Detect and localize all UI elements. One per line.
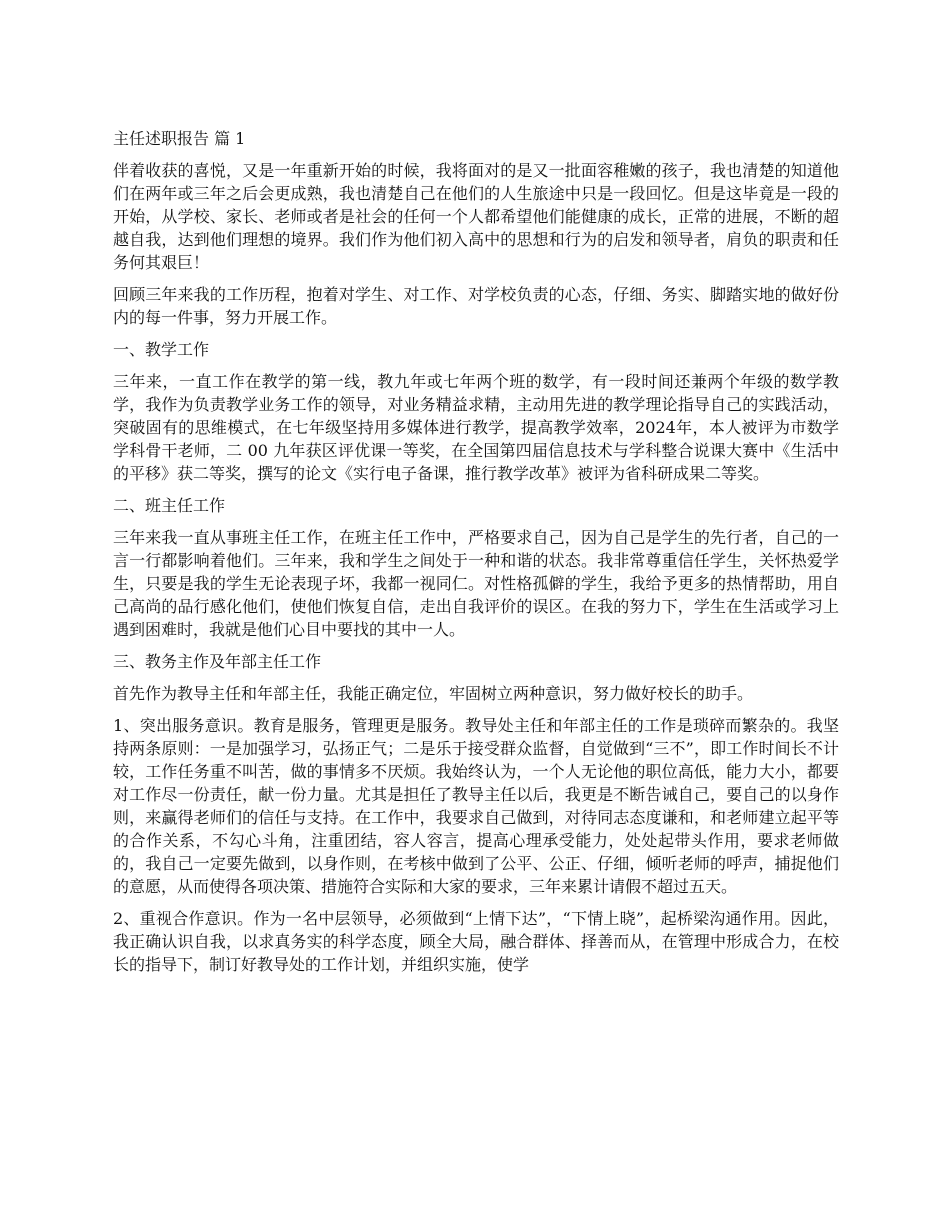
paragraph: 1、突出服务意识。教育是服务，管理更是服务。教导处主任和年部主任的工作是琐碎而繁杂的。我坚持两条原则：一是加强学习，弘扬正气；二是乐于接受群众监督，自觉做到“三不”，即工作时间长不计较，工作任务重不叫苦，做的事情多不厌烦。我始终认为，一个人无论他的职位高低，能力大小，都要对工作尽一份责任，献一份力量。尤其是担任了教导主任以后，我更是不断告诫自己，要自己的以身作则，来赢得老师们的信任与支持。在工作中，我要求自己做到，对待同志态度谦和，和老师建立起平等的合作关系，不勾心斗角，注重团结，容人容言，提高心理承受能力，处处起带头作用，要求老师做的，我自己一定要先做到，以身作则，在考核中做到了公平、公正、仔细，倾听老师的呼声，捕捉他们的意愿，从而使得各项决策、措施符合实际和大家的要求，三年来累计请假不超过五天。 [113,716,839,896]
document-title: 主任述职报告 篇 1 [113,129,246,148]
section-heading: 一、教学工作 [113,340,210,359]
paragraph: 三年来，一直工作在教学的第一线，教九年或七年两个班的数学，有一段时间还兼两个年级的数学教学，我作为负责教学业务工作的领导，对业务精益求精，主动用先进的教学理论指导自己的实践活动，突破固有的思维模式，在七年级坚持用多媒体进行教学，提高教学效率，2024年，本人被评为市数学学科骨干老师，二 00 九年获区评优课一等奖，在全国第四届信息技术与学科整合说课大赛中《生活中的平移》获二等奖，撰写的论文《实行电子备课，推行教学改革》被评为省科研成果二等奖。 [113,372,839,483]
paragraph: 三年来我一直从事班主任工作，在班主任工作中，严格要求自己，因为自己是学生的先行者，自己的一言一行都影响着他们。三年来，我和学生之间处于一种和谐的状态。我非常尊重信任学生，关怀热爱学生，只要是我的学生无论表现子坏，我都一视同仁。对性格孤僻的学生，我给予更多的热情帮助，用自己高尚的品行感化他们，使他们恢复自信，走出自我评价的误区。在我的努力下，学生在生活或学习上遇到困难时，我就是他们心目中要找的其中一人。 [113,528,839,639]
paragraph: 伴着收获的喜悦，又是一年重新开始的时候，我将面对的是又一批面容稚嫩的孩子，我也清楚的知道他们在两年或三年之后会更成熟，我也清楚自己在他们的人生旅途中只是一段回忆。但是这毕竟是一段的开始，从学校、家长、老师或者是社会的任何一个人都希望他们能健康的成长，正常的进展，不断的超越自我，达到他们理想的境界。我们作为他们初入高中的思想和行为的启发和领导者，肩负的职责和任务何其艰巨！ [113,161,839,272]
section-heading: 三、教务主作及年部主任工作 [113,652,322,671]
paragraph: 首先作为教导主任和年部主任，我能正确定位，牢固树立两种意识，努力做好校长的助手。 [113,684,754,703]
document-page [113,127,839,985]
paragraph: 回顾三年来我的工作历程，抱着对学生、对工作、对学校负责的心态，仔细、务实、脚踏实地的做好份内的每一件事，努力开展工作。 [113,285,839,327]
paragraph: 2、重视合作意识。作为一名中层领导，必须做到“上情下达”，“下情上晓”，起桥梁沟通作用。因此，我正确认识自我，以求真务实的科学态度，顾全大局，融合群体、择善而从，在管理中形成合力，在校长的指导下，制订好教导处的工作计划，并组织实施，使学 [113,909,839,974]
section-heading: 二、班主任工作 [113,496,226,515]
